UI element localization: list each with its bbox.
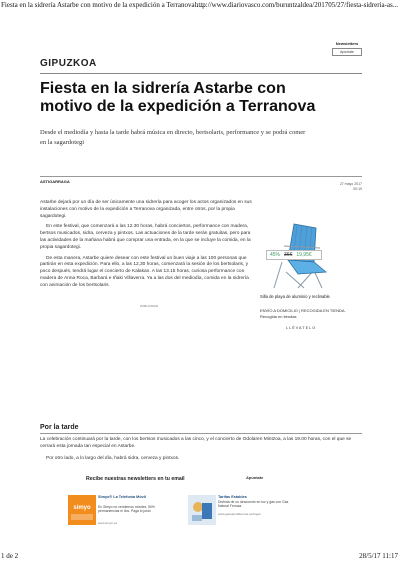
section-divider xyxy=(40,73,362,74)
paragraph: Astarbe dejará por un día de ser únicamente una sidrería para acoger los actos organizados en sus instalaciones con motivo de la expedición a Terranova organizada, entre otros, por la propia sagardotegi. xyxy=(40,200,252,219)
new-price: 19,95€ xyxy=(296,252,312,258)
promo-description: En Simyo no vendemos móviles, 50% permanencias ni líos. Paga lo justo xyxy=(98,505,155,514)
subheading: Por la tarde xyxy=(40,424,79,431)
print-datetime: 28/5/17 11:17 xyxy=(359,552,398,560)
promo-title[interactable]: Tarifas Estables xyxy=(218,495,247,499)
article-lead: Desde el mediodía y hasta la tarde habrá música en directo, bertsolaris, performance y se podrá comer en la sagardotegi xyxy=(40,129,306,146)
shipping-info: ENVÍO A DOMICILIO | RECOGIDA EN TIENDA. Recogida en tiendas xyxy=(260,308,346,319)
date-text: 27 mayo 2017 xyxy=(339,182,362,186)
author-location: ASTIGARRAGA xyxy=(40,179,70,184)
print-page-title: Fiesta en la sidrería Astarbe con motivo de la expedición a Terranova . ... xyxy=(1,1,206,9)
article-body xyxy=(40,200,252,294)
browser-print-header xyxy=(1,1,398,11)
publicidad-label: PUBLICIDAD xyxy=(140,304,159,308)
product-caption[interactable]: Silla de playa de aluminio y reclinable xyxy=(260,294,330,299)
old-price: 36€ xyxy=(284,252,293,258)
promo-simyo[interactable] xyxy=(68,495,174,527)
discount-percent: 45% xyxy=(270,252,281,258)
newsletter-footer-button[interactable]: Apúntate xyxy=(246,475,264,480)
newsletter-subscribe-button[interactable]: Apúntate xyxy=(332,48,362,56)
time-text: 00:19 xyxy=(353,187,362,191)
paragraph: En este festival, que comenzará a las 12.30 horas, habrá conciertos, performance con madera, bertsos musicados, sidra, cerveza y pintxos. Las actuaciones de la tarde serán gratuitas, pero para las actividades de la mañana habrá que comprar una entrada, en la que se incluye la comida, en la propia sagardotegi. xyxy=(40,224,251,250)
promo-description: Disfruta de un descuento en luz y gas con Gas Natural Fenosa. xyxy=(218,500,289,509)
gas-natural-thumbnail[interactable] xyxy=(188,495,216,525)
svg-text:simyo: simyo xyxy=(73,505,91,511)
promo-title[interactable]: Simyo® La Telefonía Móvil xyxy=(98,495,146,499)
article-headline: Fiesta en la sidrería Astarbe con motivo de la expedición a Terranova xyxy=(40,80,316,115)
section-title[interactable]: GIPUZKOA xyxy=(40,58,97,69)
paragraph: Por otro lado, a lo largo del día, habrá sidra, cerveza y pintxos. xyxy=(46,456,180,461)
browser-print-footer xyxy=(1,552,398,562)
paragraph: La celebración continuará por la tarde, con los bertsos musicados a las cinco, y el concierto de Odolaren Mintzoa, a las 19.00 horas, con el que se cerrará esta jornada tan especial en Astarbe. xyxy=(40,437,352,449)
ad-brand[interactable]: LLÉVATELO xyxy=(286,326,317,330)
promo-gas-natural[interactable] xyxy=(188,495,294,527)
newsletter-footer-text: Recibe nuestras newsletters en tu email xyxy=(86,476,185,482)
newsletter-label: Newsletters xyxy=(335,41,359,46)
subheading-divider xyxy=(40,433,362,434)
paragraph: De esta manera, Astarbe quiere desear con este festival un buen viaje a las 100 personas que partirán en esta expedición. Para ello, a las 12,30 horas, comenzará la sesión de los bertsolaris, y poco después, tendrá lugar el concierto de Kalakan. A las 13.15 horas, curiosa performance con madera de Anna Roca, Barbará e Iñaki Villaverra. Ya a las dos del mediodía, comida en la sidrería con animación de los bertsolaris. xyxy=(40,255,249,288)
price-box[interactable] xyxy=(266,250,322,260)
page-number: 1 de 2 xyxy=(1,552,19,560)
promo-url[interactable]: www.simyo.es xyxy=(98,521,118,525)
promo-url[interactable]: www.gasnaturalfenosa.es/hogar xyxy=(218,512,261,516)
print-page-url[interactable]: http://www.diariovasco.com/buruntzaldea/201705/27/fiesta-sidreria-as... xyxy=(194,1,398,9)
simyo-thumbnail[interactable] xyxy=(68,495,96,525)
article-date xyxy=(300,182,362,192)
newsletter-box xyxy=(332,41,362,56)
